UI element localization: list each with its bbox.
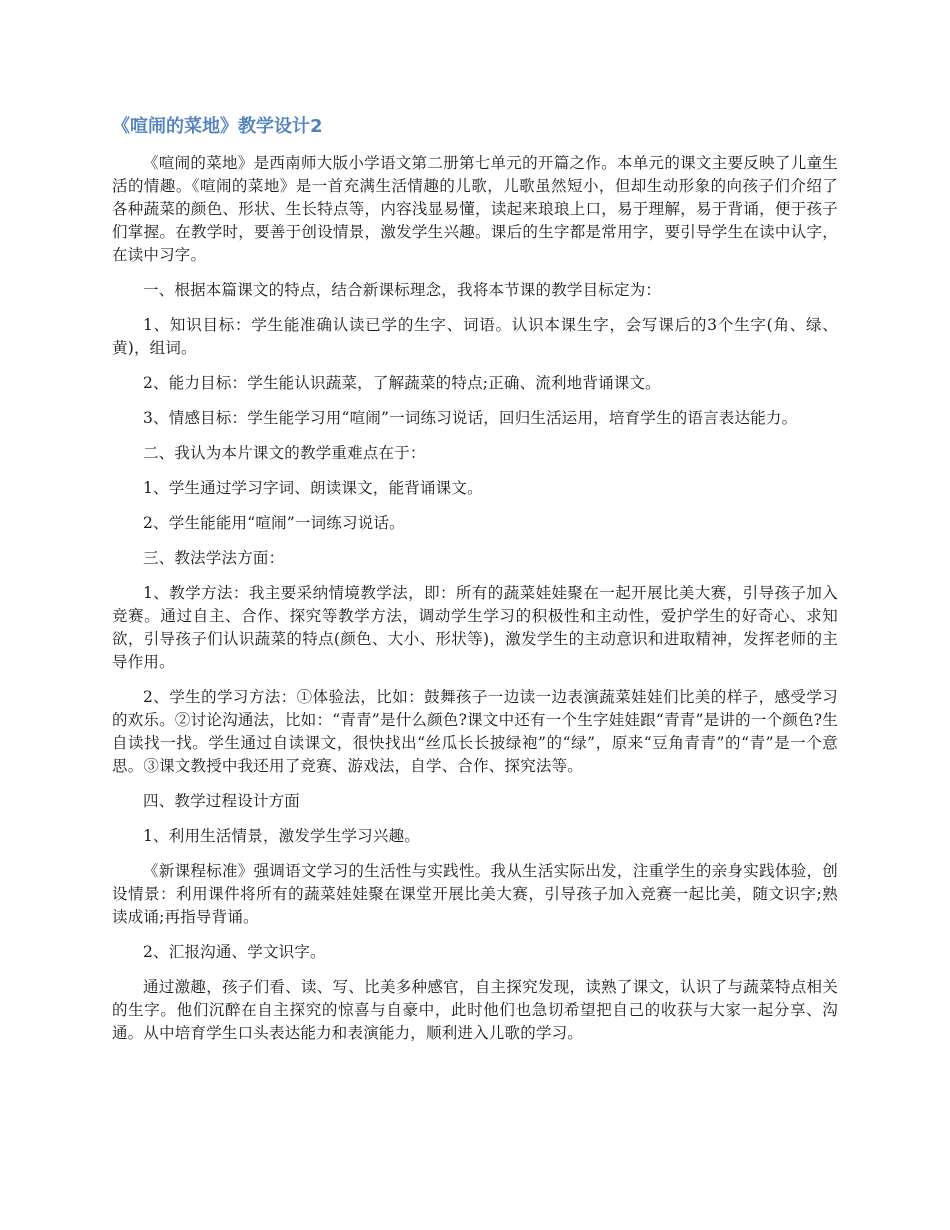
- document-title: 《喧闹的菜地》教学设计2: [112, 116, 323, 137]
- paragraph-process-step-2: 2、汇报沟通、学文识字。: [143, 943, 326, 961]
- paragraph-process-step-1-detail: 《新课程标准》强调语文学习的生活性与实践性。我从生活实际出发，注重学生的亲身实践体验，创设情景：利用课件将所有的蔬菜娃娃聚在课堂开展比美大赛，引导孩子加入竞赛一起比美，随文识字;熟读成诵;再指导背诵。: [112, 862, 838, 926]
- paragraph-section-2-heading: 二、我认为本片课文的教学重难点在于：: [143, 444, 426, 462]
- document-page: [112, 112, 838, 1057]
- paragraph-goal-emotion: 3、情感目标：学生能学习用“喧闹”一词练习说话，回归生活运用，培育学生的语言表达能力。: [143, 409, 798, 427]
- paragraph-learning-method: 2、学生的学习方法：①体验法，比如：鼓舞孩子一边读一边表演蔬菜娃娃们比美的样子，感受学习的欢乐。②讨论沟通法，比如：“青青”是什么颜色?课文中还有一个生字娃娃跟“青青”是讲的一个颜色?生自读找一找。学生通过自读课文，很快找出“丝瓜长长披绿袍”的“绿”，原来“豆角青青”的“青”是一个意思。③课文教授中我还用了竞赛、游戏法，自学、合作、探究法等。: [112, 688, 838, 775]
- paragraph-goal-knowledge: 1、知识目标：学生能准确认读已学的生字、词语。认识本课生字，会写课后的3个生字(角、绿、黄)，组词。: [112, 316, 838, 357]
- paragraph-section-3-heading: 三、教法学法方面：: [143, 549, 285, 567]
- paragraph-process-step-2-detail: 通过激趣，孩子们看、读、写、比美多种感官，自主探究发现，读熟了课文，认识了与蔬菜特点相关的生字。他们沉醉在自主探究的惊喜与自豪中，此时他们也急切希望把自己的收获与大家一起分享、沟通。从中培育学生口头表达能力和表演能力，顺利进入儿歌的学习。: [112, 978, 838, 1042]
- paragraph-intro: 《喧闹的菜地》是西南师大版小学语文第二册第七单元的开篇之作。本单元的课文主要反映了儿童生活的情趣。《喧闹的菜地》是一首充满生活情趣的儿歌，儿歌虽然短小，但却生动形象的向孩子们介绍了各种蔬菜的颜色、形状、生长特点等，内容浅显易懂，读起来琅琅上口，易于理解，易于背诵，便于孩子们掌握。在教学时，要善于创设情景，激发学生兴趣。课后的生字都是常用字，要引导学生在读中认字，在读中习字。: [112, 154, 838, 264]
- paragraph-section-1-heading: 一、根据本篇课文的特点，结合新课标理念，我将本节课的教学目标定为：: [143, 281, 662, 299]
- paragraph-section-4-heading: 四、教学过程设计方面: [143, 792, 301, 810]
- paragraph-goal-ability: 2、能力目标：学生能认识蔬菜，了解蔬菜的特点;正确、流利地背诵课文。: [143, 374, 661, 392]
- paragraph-process-step-1: 1、利用生活情景，激发学生学习兴趣。: [143, 827, 420, 845]
- paragraph-teaching-method: 1、教学方法：我主要采纳情境教学法，即：所有的蔬菜娃娃聚在一起开展比美大赛，引导孩子加入竞赛。通过自主、合作、探究等教学方法，调动学生学习的积极性和主动性，爱护学生的好奇心、求知欲，引导孩子们认识蔬菜的特点(颜色、大小、形状等)，激发学生的主动意识和进取精神，发挥老师的主导作用。: [112, 584, 838, 671]
- paragraph-key-point-1: 1、学生通过学习字词、朗读课文，能背诵课文。: [143, 479, 483, 497]
- paragraph-key-point-2: 2、学生能能用“喧闹”一词练习说话。: [143, 514, 405, 532]
